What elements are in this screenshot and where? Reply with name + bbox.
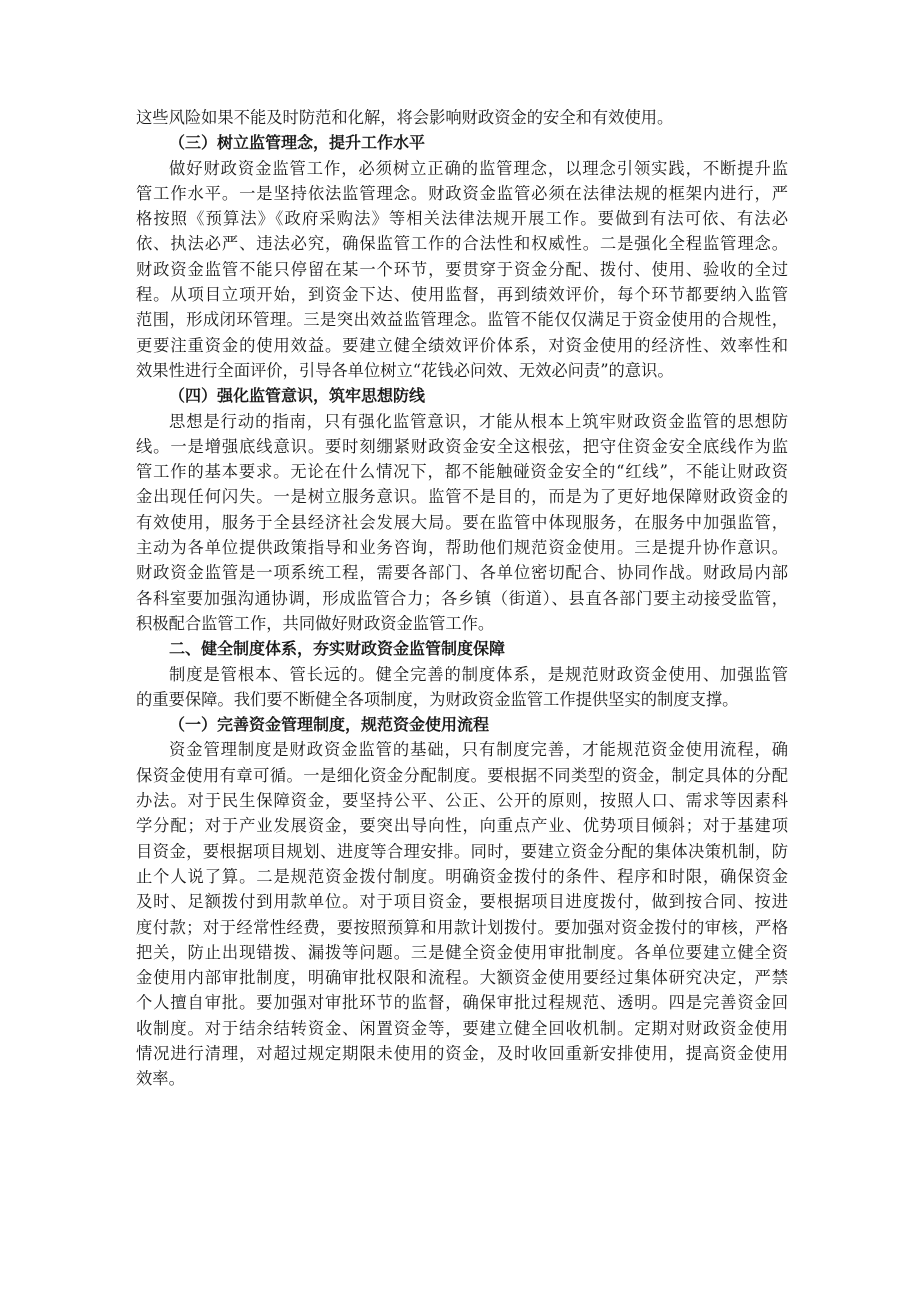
paragraph-line: 情况进行清理，对超过规定期限未使用的资金，及时收回重新安排使用，提高资金使用 bbox=[136, 1043, 788, 1063]
paragraph-line: 学分配；对于产业发展资金，要突出导向性，向重点产业、优势项目倾斜；对于基建项 bbox=[136, 816, 788, 836]
paragraph-line: 格按照《预算法》《政府采购法》等相关法律法规开展工作。要做到有法可依、有法必 bbox=[136, 209, 788, 229]
paragraph-line: 管工作水平。一是坚持依法监管理念。财政资金监管必须在法律法规的框架内进行，严 bbox=[136, 183, 788, 203]
paragraph-line: 范围，形成闭环管理。三是突出效益监管理念。监管不能仅仅满足于资金使用的合规性， bbox=[136, 310, 788, 330]
paragraph-line: 个人擅自审批。要加强对审批环节的监督，确保审批过程规范、透明。四是完善资金回 bbox=[136, 993, 788, 1013]
paragraph-line: 度付款；对于经常性经费，要按照预算和用款计划拨付。要加强对资金拨付的审核，严格 bbox=[136, 917, 788, 937]
paragraph-line: 制度是管根本、管长远的。健全完善的制度体系，是规范财政资金使用、加强监管 bbox=[169, 664, 788, 684]
paragraph-line: 及时、足额拨付到用款单位。对于项目资金，要根据项目进度拨付，做到按合同、按进 bbox=[136, 892, 788, 912]
paragraph-line: 程。从项目立项开始，到资金下达、使用监督，再到绩效评价，每个环节都要纳入监管 bbox=[136, 285, 788, 305]
paragraph-line: 线。一是增强底线意识。要时刻绷紧财政资金安全这根弦，把守住资金安全底线作为监 bbox=[136, 436, 788, 456]
paragraph-line: 办法。对于民生保障资金，要坚持公平、公正、公开的原则，按照人口、需求等因素科 bbox=[136, 791, 788, 811]
paragraph-line: 财政资金监管不能只停留在某一个环节，要贯穿于资金分配、拨付、使用、验收的全过 bbox=[136, 259, 788, 279]
paragraph-line: 这些风险如果不能及时防范和化解，将会影响财政资金的安全和有效使用。 bbox=[136, 108, 674, 127]
paragraph-line: 效率。 bbox=[136, 1069, 185, 1089]
paragraph-line: 资金管理制度是财政资金监管的基础，只有制度完善，才能规范资金使用流程，确 bbox=[169, 740, 788, 760]
paragraph-line: 目资金，要根据项目规划、进度等合理安排。同时，要建立资金分配的集体决策机制，防 bbox=[136, 841, 788, 861]
paragraph-line: 收制度。对于结余结转资金、闲置资金等，要建立健全回收机制。定期对财政资金使用 bbox=[136, 1018, 788, 1038]
paragraph-line: 把关，防止出现错拨、漏拨等问题。三是健全资金使用审批制度。各单位要建立健全资 bbox=[136, 942, 788, 962]
paragraph-line: 效果性进行全面评价，引导各单位树立“花钱必问效、无效必问责”的意识。 bbox=[136, 360, 674, 380]
paragraph-line: 依、执法必严、违法必究，确保监管工作的合法性和权威性。二是强化全程监管理念。 bbox=[136, 234, 788, 254]
paragraph-line: 做好财政资金监管工作，必须树立正确的监管理念，以理念引领实践，不断提升监 bbox=[169, 158, 788, 178]
paragraph-line: 的重要保障。我们要不断健全各项制度，为财政资金监管工作提供坚实的制度支撑。 bbox=[136, 689, 739, 709]
paragraph-line: 金使用内部审批制度，明确审批权限和流程。大额资金使用要经过集体研究决定，严禁 bbox=[136, 968, 788, 988]
paragraph-line: 有效使用，服务于全县经济社会发展大局。要在监管中体现服务，在服务中加强监管， bbox=[136, 512, 788, 532]
paragraph-line: 管工作的基本要求。无论在什么情况下，都不能触碰资金安全的“红线”，不能让财政资 bbox=[136, 462, 788, 482]
section-heading: （四）强化监管意识，筑牢思想防线 bbox=[169, 386, 426, 406]
paragraph-line: 主动为各单位提供政策指导和业务咨询，帮助他们规范资金使用。三是提升协作意识。 bbox=[136, 538, 788, 558]
paragraph-line: 更要注重资金的使用效益。要建立健全绩效评价体系，对资金使用的经济性、效率性和 bbox=[136, 335, 788, 355]
paragraph-line: 积极配合监管工作，共同做好财政资金监管工作。 bbox=[136, 613, 495, 633]
paragraph-line: 财政资金监管是一项系统工程，需要各部门、各单位密切配合、协同作战。财政局内部 bbox=[136, 563, 788, 583]
chapter-heading: 二、健全制度体系，夯实财政资金监管制度保障 bbox=[169, 639, 506, 659]
section-heading: （一）完善资金管理制度，规范资金使用流程 bbox=[169, 715, 490, 735]
document-page bbox=[136, 108, 788, 1095]
paragraph-line: 各科室要加强沟通协调，形成监管合力；各乡镇（街道）、县直各部门要主动接受监管， bbox=[136, 588, 788, 608]
paragraph-line: 保资金使用有章可循。一是细化资金分配制度。要根据不同类型的资金，制定具体的分配 bbox=[136, 765, 788, 785]
paragraph-line: 金出现任何闪失。一是树立服务意识。监管不是目的，而是为了更好地保障财政资金的 bbox=[136, 487, 788, 507]
paragraph-line: 思想是行动的指南，只有强化监管意识，才能从根本上筑牢财政资金监管的思想防 bbox=[169, 411, 788, 431]
section-heading: （三）树立监管理念，提升工作水平 bbox=[169, 133, 426, 153]
paragraph-line: 止个人说了算。二是规范资金拨付制度。明确资金拨付的条件、程序和时限，确保资金 bbox=[136, 866, 788, 886]
